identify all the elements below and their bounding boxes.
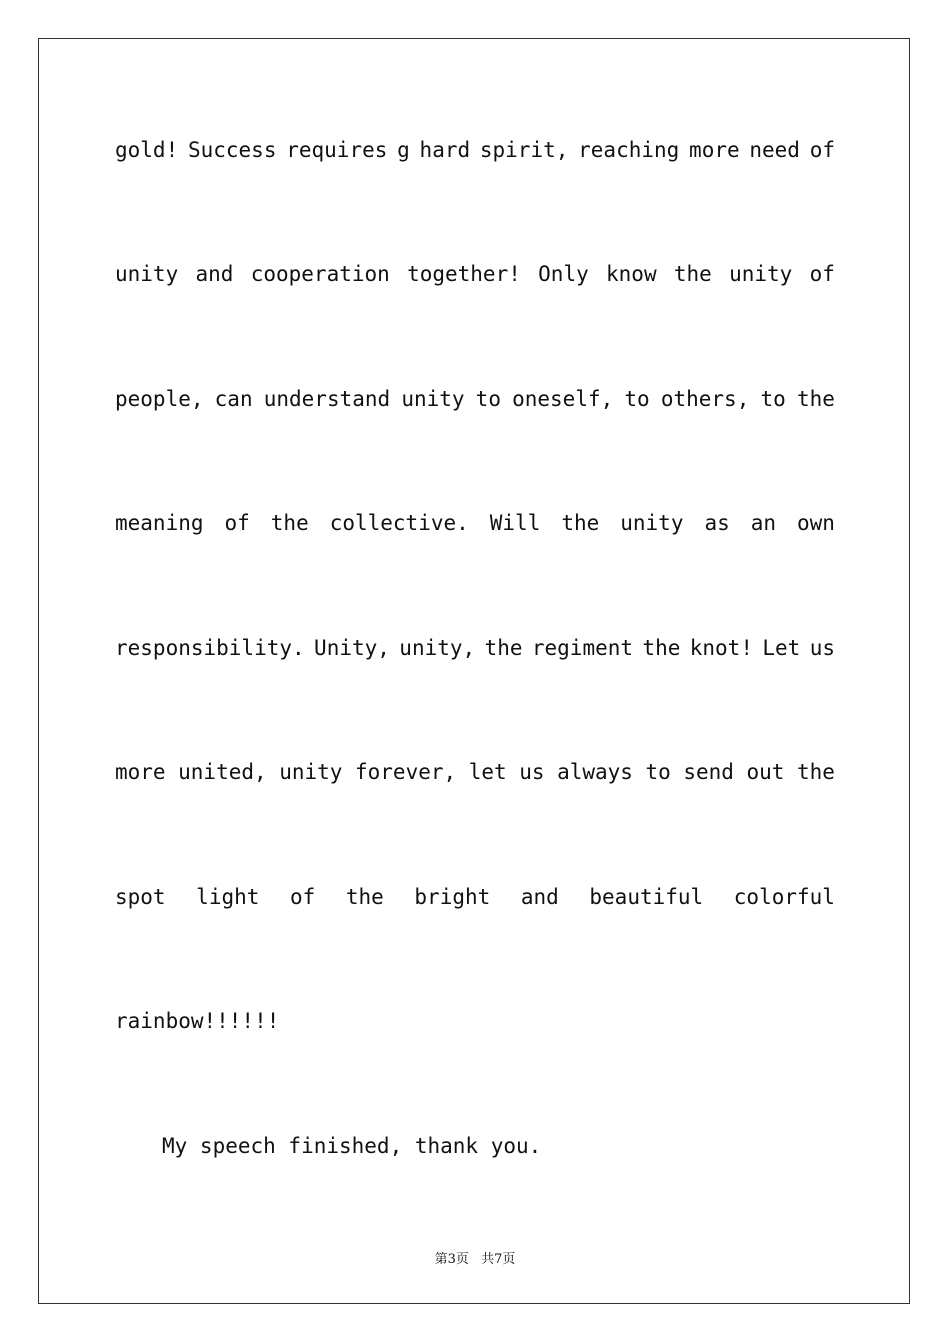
text-line: gold! Success requires g hard spirit, reaching more need of: [115, 138, 835, 162]
page-total: 共7页: [481, 1252, 516, 1267]
text-line: meaning of the collective. Will the unity as an own: [115, 511, 835, 535]
text-line: responsibility. Unity, unity, the regiment the knot! Let us: [115, 636, 835, 660]
page-frame: [38, 38, 910, 1304]
text-line: rainbow!!!!!!: [115, 1009, 280, 1033]
closing-line: My speech finished, thank you.: [162, 1134, 542, 1158]
text-line: people, can understand unity to oneself, to others, to the: [115, 387, 835, 411]
page-footer: [0, 1248, 950, 1267]
text-line: spot light of the bright and beautiful colorful: [115, 885, 835, 909]
text-line: unity and cooperation together! Only know the unity of: [115, 262, 835, 286]
page-number: 第3页: [434, 1252, 469, 1267]
text-line: more united, unity forever, let us always to send out the: [115, 760, 835, 784]
